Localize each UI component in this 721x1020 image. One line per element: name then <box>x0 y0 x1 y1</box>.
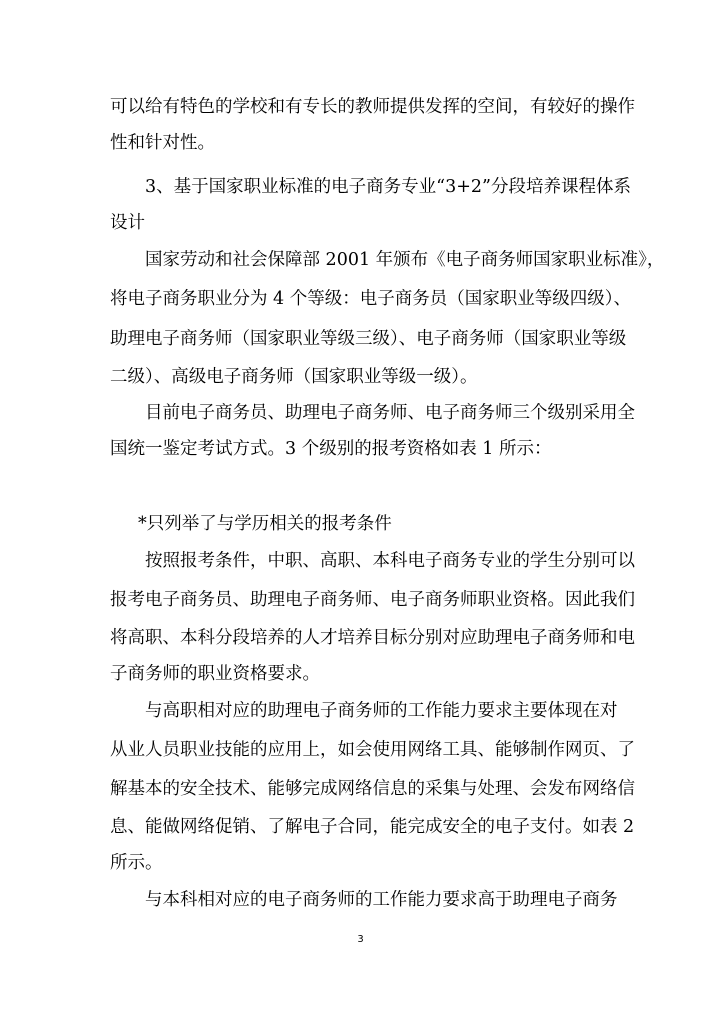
text-line: 性和针对性。 <box>110 133 215 153</box>
text-line: 国统一鉴定考试方式。3 个级别的报考资格如表 1 所示： <box>110 439 552 459</box>
text-line: 从业人员职业技能的应用上，如会使用网络工具、能够制作网页、了 <box>110 740 635 760</box>
text-line: 二级）、高级电子商务师（国家职业等级一级）。 <box>110 367 478 387</box>
text-line: 解基本的安全技术、能够完成网络信息的采集与处理、会发布网络信 <box>110 779 635 799</box>
text-line: 与高职相对应的助理电子商务师的工作能力要求主要体现在对 <box>145 701 618 721</box>
text-line: 按照报考条件，中职、高职、本科电子商务专业的学生分别可以 <box>145 551 635 571</box>
text-line: 将高职、本科分段培养的人才培养目标分别对应助理电子商务师和电 <box>110 628 635 648</box>
text-line: 助理电子商务师（国家职业等级三级）、电子商务师（国家职业等级 <box>110 329 627 349</box>
page-number: 3 <box>357 934 364 945</box>
text-line: 报考电子商务员、助理电子商务师、电子商务师职业资格。因此我们 <box>110 590 635 610</box>
section-heading: 3、基于国家职业标准的电子商务专业“3+2”分段培养课程体系 <box>145 177 631 197</box>
text-line: 子商务师的职业资格要求。 <box>110 664 320 684</box>
text-line: 息、能做网络促销、了解电子合同，能完成安全的电子支付。如表 2 <box>110 817 635 837</box>
text-line: 与本科相对应的电子商务师的工作能力要求高于助理电子商务 <box>145 890 618 910</box>
text-line: 国家劳动和社会保障部 2001 年颁布《电子商务师国家职业标准》， <box>145 250 665 270</box>
text-line: 可以给有特色的学校和有专长的教师提供发挥的空间，有较好的操作 <box>110 97 635 117</box>
text-line: 目前电子商务员、助理电子商务师、电子商务师三个级别采用全 <box>145 403 635 423</box>
footnote: *只列举了与学历相关的报考条件 <box>138 514 392 534</box>
text-line: 所示。 <box>110 853 163 873</box>
section-heading: 设计 <box>110 213 145 233</box>
text-line: 将电子商务职业分为 4 个等级：电子商务员（国家职业等级四级）、 <box>110 289 632 309</box>
